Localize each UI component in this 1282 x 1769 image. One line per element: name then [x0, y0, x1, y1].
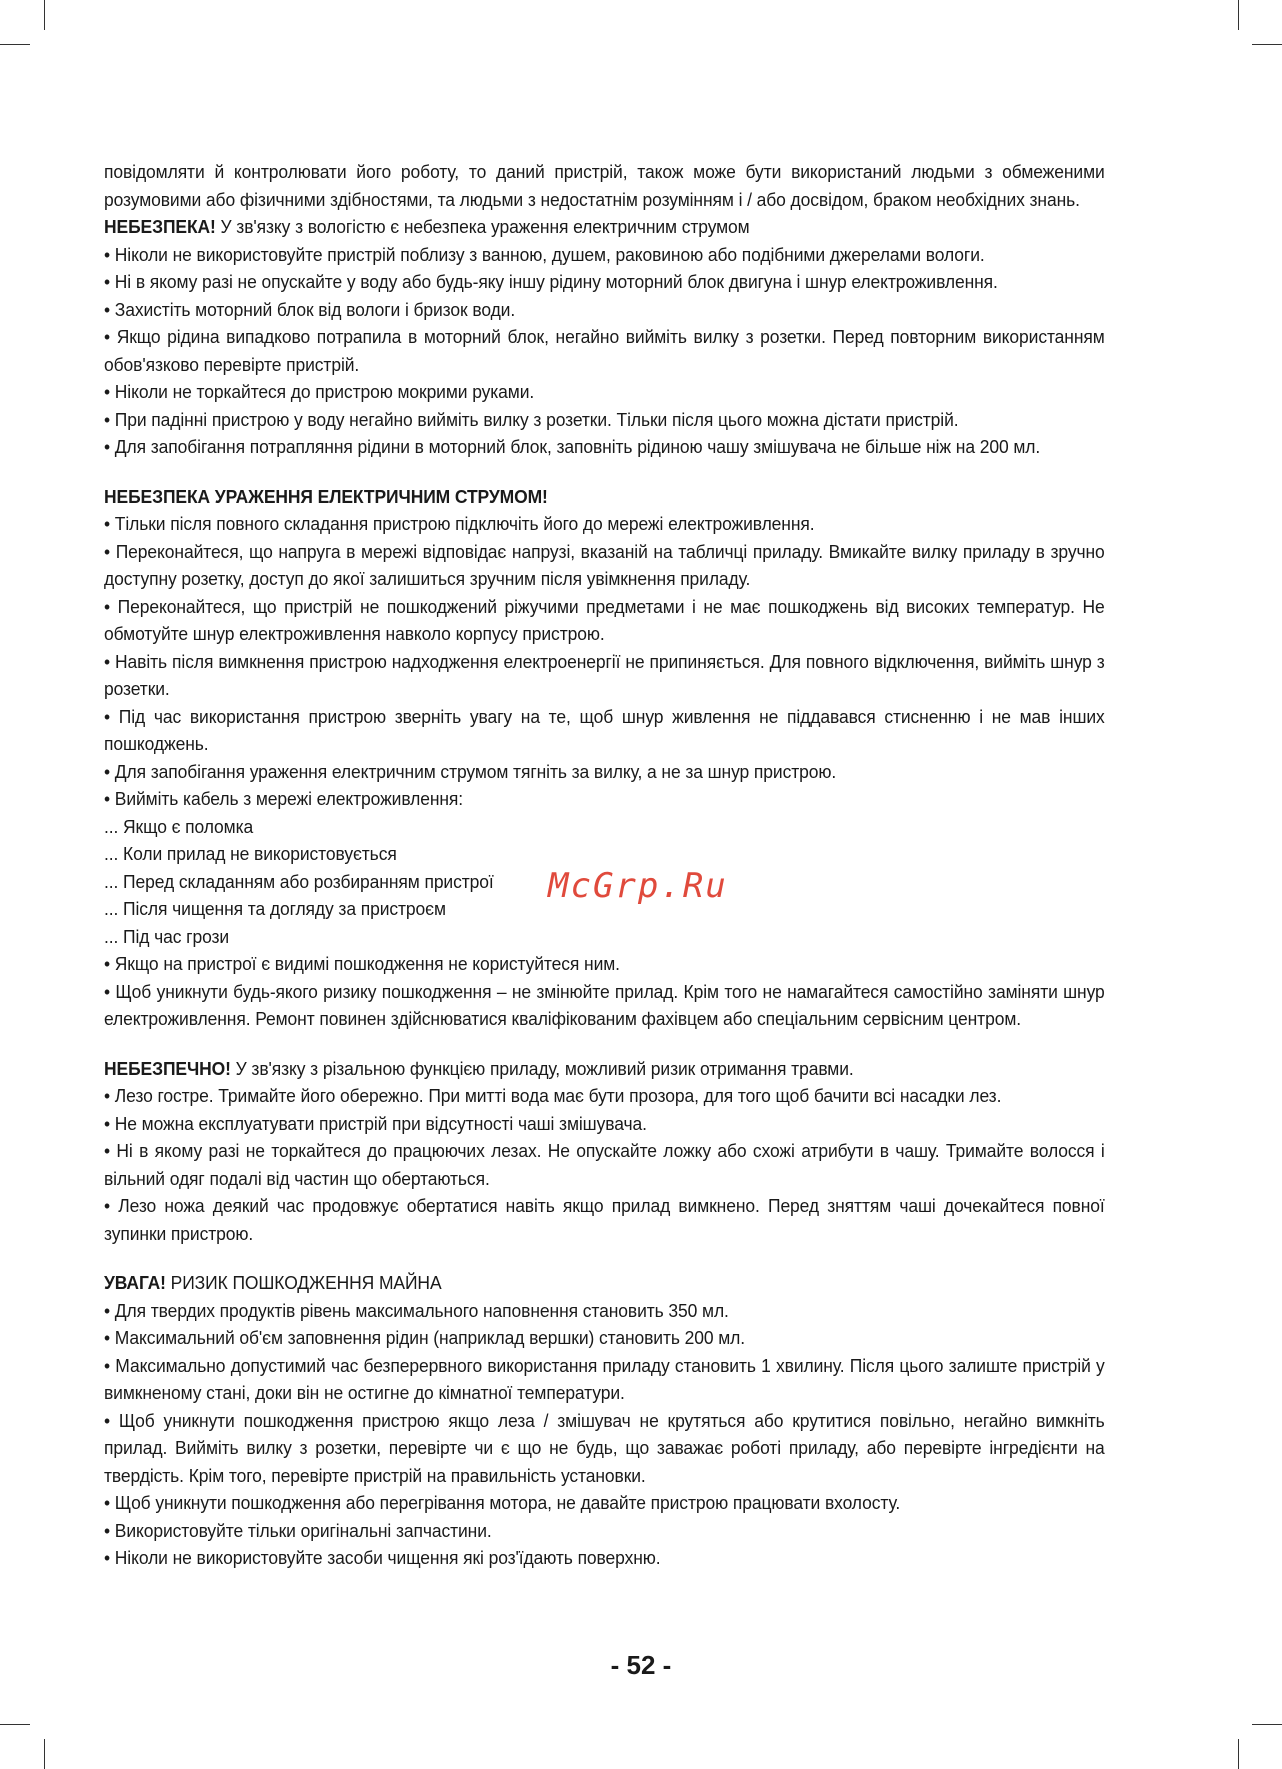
paragraph: • Використовуйте тільки оригінальні запчастини. [104, 1519, 492, 1541]
warning-text: У зв'язку з вологістю є небезпека ураження електричним струмом [215, 216, 750, 237]
warning-label: УВАГА! [104, 1272, 166, 1293]
paragraph: • При падінні пристрою у воду негайно вийміть вилку з розетки. Тільки після цього можна дістати пристрій. [104, 408, 959, 430]
paragraph: • Захистіть моторний блок від вологи і бризок води. [104, 298, 516, 320]
paragraph: • Щоб уникнути пошкодження або перегрівання мотора, не давайте пристрою працювати вхолосту. [104, 1492, 901, 1513]
paragraph: ... Коли прилад не використовується [104, 843, 397, 864]
paragraph: • Навіть після вимкнення пристрою надходження електроенергії не припиняється. Для повного відключення, вийміть шнур з розетки. [104, 650, 1105, 699]
paragraph: • Ні в якому разі не торкайтеся до працюючих лезах. Не опускайте ложку або схожі атрибути в чашу. Тримайте волосся і вільний одяг подалі від частин що обертаються. [104, 1140, 1105, 1189]
warning-text: РИЗИК ПОШКОДЖЕННЯ МАЙНА [165, 1272, 442, 1293]
warning-text: У зв'язку з різальною функцією приладу, можливий ризик отримання травми. [230, 1057, 854, 1079]
paragraph: • Ніколи не використовуйте пристрій поблизу з ванною, душем, раковиною або подібними джерелами вологи. [104, 243, 985, 265]
paragraph: • Лезо гостре. Тримайте його обережно. При митті вода має бути прозора, для того щоб бачити всі насадки лез. [104, 1085, 1002, 1106]
paragraph: • Лезо ножа деякий час продовжує обертатися навіть якщо прилад вимкнено. Перед зняттям чаші дочекайтеся повної зупинки пристрою. [104, 1195, 1105, 1244]
paragraph: • Якщо на пристрої є видимі пошкодження не користуйтеся ним. [104, 953, 620, 974]
crop-mark-bottom-right [1238, 1739, 1239, 1769]
paragraph: • Для твердих продуктів рівень максимального наповнення становить 350 мл. [104, 1299, 729, 1321]
paragraph: • Для запобігання ураження електричним струмом тягніть за вилку, а не за шнур пристрою. [104, 760, 837, 782]
paragraph: • Переконайтеся, що пристрій не пошкоджений ріжучими предметами і не має пошкоджень від високих температур. Не обмотуйте шнур електроживлення навколо корпусу пристрою. [104, 595, 1105, 644]
paragraph: • Щоб уникнути будь-якого ризику пошкодження – не змінюйте прилад. Крім того не намагайтеся самостійно заміняти шнур електроживлення. Ремонт повинен здійснюватися кваліфікованим фахівцем або спеціальним сервісним центром. [104, 980, 1105, 1029]
warning-paragraph [104, 1269, 1105, 1297]
paragraph: повідомляти й контролювати його роботу, то даний пристрій, також може бути використаний людьми з обмеженими розумовими або фізичними здібностями, та людьми з недостатнім розумінням і / або досвідом, браком необхідних знань. [104, 161, 1105, 210]
paragraph: • Переконайтеся, що напруга в мережі відповідає напрузі, вказаній на табличці приладу. Вмикайте вилку приладу в зручно доступну розетку, доступ до якої залишиться зручним після увімкнення приладу. [104, 540, 1105, 589]
paragraph: • Ніколи не торкайтеся до пристрою мокрими руками. [104, 381, 535, 402]
paragraph: ... Під час грози [104, 925, 230, 947]
paragraph: • Максимальний об'єм заповнення рідин (наприклад вершки) становить 200 мл. [104, 1327, 746, 1348]
paragraph: • Не можна експлуатувати пристрій при відсутності чаші змішувача. [104, 1112, 647, 1134]
paragraph: • Щоб уникнути пошкодження пристрою якщо леза / змішувач не крутяться або крутитися повільно, негайно вимкніть прилад. Вийміть вилку з розетки, перевірте чи є що не будь, що заважає роботі приладу, або перевірте інгредієнти на твердість. Крім того, перевірте пристрій на правильність установки. [104, 1409, 1105, 1486]
crop-mark-top-right-h [1252, 44, 1282, 45]
crop-mark-bottom-left [44, 1739, 45, 1769]
crop-mark-top-left-h [0, 44, 30, 45]
page-number: - 52 - [610, 1650, 672, 1680]
warning-label: НЕБЕЗПЕКА! [104, 216, 216, 237]
warning-label: НЕБЕЗПЕЧНО! [104, 1057, 231, 1079]
paragraph: ... Після чищення та догляду за пристроєм [104, 898, 446, 919]
paragraph: • Ніколи не використовуйте засоби чищення які роз'їдають поверхню. [104, 1547, 661, 1568]
warning-paragraph [104, 213, 1105, 241]
paragraph: • Якщо рідина випадково потрапила в моторний блок, негайно вийміть вилку з розетки. Перед повторним використанням обов'язково перевірте пристрій. [104, 326, 1105, 375]
paragraph: • Тільки після повного складання пристрою підключіть його до мережі електроживлення. [104, 513, 815, 534]
section-gap [104, 461, 1105, 483]
paragraph: • Під час використання пристрою зверніть увагу на те, щоб шнур живлення не піддавався стисненню і не мав інших пошкоджень. [104, 705, 1105, 754]
crop-mark-bottom-left-h [0, 1724, 30, 1725]
section-gap [104, 1033, 1105, 1055]
crop-mark-bottom-right-h [1252, 1724, 1282, 1725]
paragraph: ... Перед складанням або розбиранням пристрої [104, 870, 494, 892]
paragraph: • Максимально допустимий час безперервного використання приладу становить 1 хвилину. Після цього залиште пристрій у вимкненому стані, доки він не остигне до кімнатної температури. [104, 1354, 1105, 1403]
crop-mark-top-left [44, 0, 45, 30]
crop-mark-top-right [1238, 0, 1239, 30]
paragraph: • Для запобігання потрапляння рідини в моторний блок, заповніть рідиною чашу змішувача не більше ніж на 200 мл. [104, 436, 1041, 457]
paragraph: ... Якщо є поломка [104, 815, 254, 837]
paragraph: • Ні в якому разі не опускайте у воду або будь-яку іншу рідину моторний блок двигуна і шнур електроживлення. [104, 271, 998, 292]
section-heading: НЕБЕЗПЕКА УРАЖЕННЯ ЕЛЕКТРИЧНИМ СТРУМОМ! [104, 485, 548, 507]
document-body [104, 158, 1105, 1572]
paragraph: • Вийміть кабель з мережі електроживлення: [104, 788, 464, 809]
watermark: McGrp.Ru [548, 866, 728, 906]
section-gap [104, 1247, 1105, 1269]
warning-paragraph [104, 1055, 1105, 1083]
